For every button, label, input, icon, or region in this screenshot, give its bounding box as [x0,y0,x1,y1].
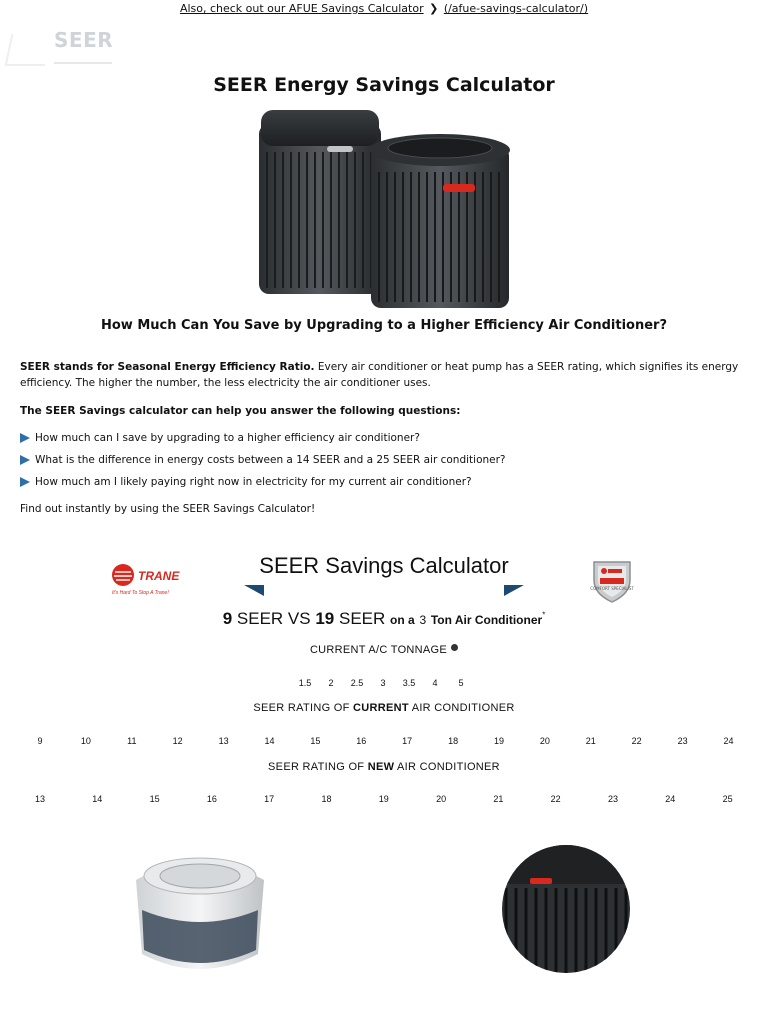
calculator-title: SEER Savings Calculator [259,553,509,578]
new-options-option[interactable]: 18 [321,794,332,804]
logo-underline [54,62,112,64]
ton-ac-text: Ton Air Conditioner [430,613,543,627]
new-options-option[interactable]: 16 [206,794,217,804]
ribbon-left-tail [244,585,264,596]
new-options-option[interactable]: 17 [264,794,275,804]
tonnage-options-option[interactable]: 1.5 [298,678,312,688]
help-icon[interactable] [451,644,458,651]
current-options-option[interactable]: 22 [631,736,642,746]
tonnage-options-option[interactable]: 3.5 [402,678,416,688]
old-ac-unit-image [130,850,270,974]
current-options-option[interactable]: 14 [264,736,275,746]
questions-heading: The SEER Savings calculator can help you answer the following questions: [20,405,461,417]
current-options-option[interactable]: 20 [539,736,550,746]
intro-paragraph [20,359,748,391]
current-label-bold: CURRENT [353,702,409,714]
new-options-option[interactable]: 22 [550,794,561,804]
list-item [20,430,748,452]
question-text: How much can I save by upgrading to a higher efficiency air conditioner? [35,432,420,444]
question-text: How much am I likely paying right now in electricity for my current air conditioner? [35,476,472,488]
new-options-option[interactable]: 15 [149,794,160,804]
new-options-option[interactable]: 21 [493,794,504,804]
on-a-text: on a [390,613,415,627]
new-options-option[interactable]: 14 [92,794,103,804]
new-label-pre: SEER RATING OF [268,761,365,773]
logo-mark [5,34,52,66]
hero-ac-units-image [253,106,515,312]
tonnage-options-option[interactable]: 4 [432,678,438,688]
trane-wordmark: TRANE [138,569,180,583]
current-options-option[interactable]: 19 [493,736,505,746]
current-seer-options [0,736,768,748]
new-options-option[interactable]: 19 [378,794,389,804]
new-label-post: AIR CONDITIONER [397,761,500,773]
new-ac-unit-image [496,844,636,974]
new-options-option[interactable]: 24 [665,794,676,804]
section-heading: How Much Can You Save by Upgrading to a Higher Efficiency Air Conditioner? [100,318,667,333]
logo-text: SEER [54,28,114,52]
play-triangle-icon [20,455,30,465]
tonnage-options-option[interactable]: 5 [458,678,464,688]
current-options-option[interactable]: 12 [172,736,183,746]
tonnage-label [0,644,768,656]
current-label-pre: SEER RATING OF [253,702,350,714]
tons-value: 3 [419,613,427,627]
current-options-option[interactable]: 13 [218,736,229,746]
seer-word-2: SEER [339,609,386,628]
current-options-option[interactable]: 17 [402,736,413,746]
tonnage-options [0,678,768,690]
trane-tagline: It's Hard To Stop A Trane! [112,590,169,596]
question-text: What is the difference in energy costs between a 14 SEER and a 25 SEER air conditioner? [35,454,506,466]
seer-word-1: SEER [236,609,284,628]
current-options-option[interactable]: 9 [37,736,43,746]
current-options-option[interactable]: 16 [356,736,367,746]
tonnage-options-option[interactable]: 2 [328,678,334,688]
badge-text: COMFORT SPECIALIST [590,586,634,591]
ribbon-right-tail [504,585,524,596]
current-options-option[interactable]: 15 [310,736,321,746]
current-options-option[interactable]: 21 [585,736,596,746]
new-options-option[interactable]: 20 [436,794,447,804]
afue-calculator-link[interactable] [180,2,424,15]
current-options-option[interactable]: 23 [677,736,688,746]
current-seer-label [0,702,768,714]
new-seer-value: 19 [315,609,335,628]
afue-calculator-url-link[interactable] [444,2,588,15]
new-options-option[interactable]: 13 [34,794,46,804]
new-label-bold: NEW [367,761,395,773]
chevron-right-icon: ❯ [429,2,439,15]
tonnage-label-text: CURRENT A/C TONNAGE [309,644,448,656]
current-label-post: AIR CONDITIONER [411,702,515,714]
current-options-option[interactable]: 10 [80,736,91,746]
comparison-summary [0,609,768,629]
intro-text: Every air conditioner or heat pump has a SEER rating, which signifies its energy efficiency. The higher the number, the less electricity the air conditioner uses. [20,361,739,389]
tonnage-options-option[interactable]: 3 [380,678,386,688]
tonnage-options-option[interactable]: 2.5 [350,678,364,688]
new-options-option[interactable]: 23 [607,794,619,804]
new-seer-label [0,761,768,773]
intro-bold: SEER stands for Seasonal Energy Efficiency Ratio. [20,361,315,373]
play-triangle-icon [20,433,30,443]
vs-word: VS [287,609,311,628]
current-options-option[interactable]: 24 [723,736,734,746]
asterisk: * [542,610,546,620]
new-options-option[interactable]: 25 [722,794,733,804]
top-link-bar [0,2,768,15]
new-seer-options [0,794,768,806]
current-seer-value: 9 [222,609,233,628]
afue-url-text: (/afue-savings-calculator/) [443,2,589,15]
find-out-text: Find out instantly by using the SEER Savings Calculator! [20,503,316,515]
questions-list [20,430,748,496]
play-triangle-icon [20,477,30,487]
current-options-option[interactable]: 11 [127,736,137,746]
list-item [20,452,748,474]
page-title: SEER Energy Savings Calculator [213,74,555,96]
site-logo[interactable] [8,28,218,70]
afue-link-text: Also, check out our AFUE Savings Calculator [179,2,424,15]
current-options-option[interactable]: 18 [448,736,459,746]
list-item [20,474,748,496]
